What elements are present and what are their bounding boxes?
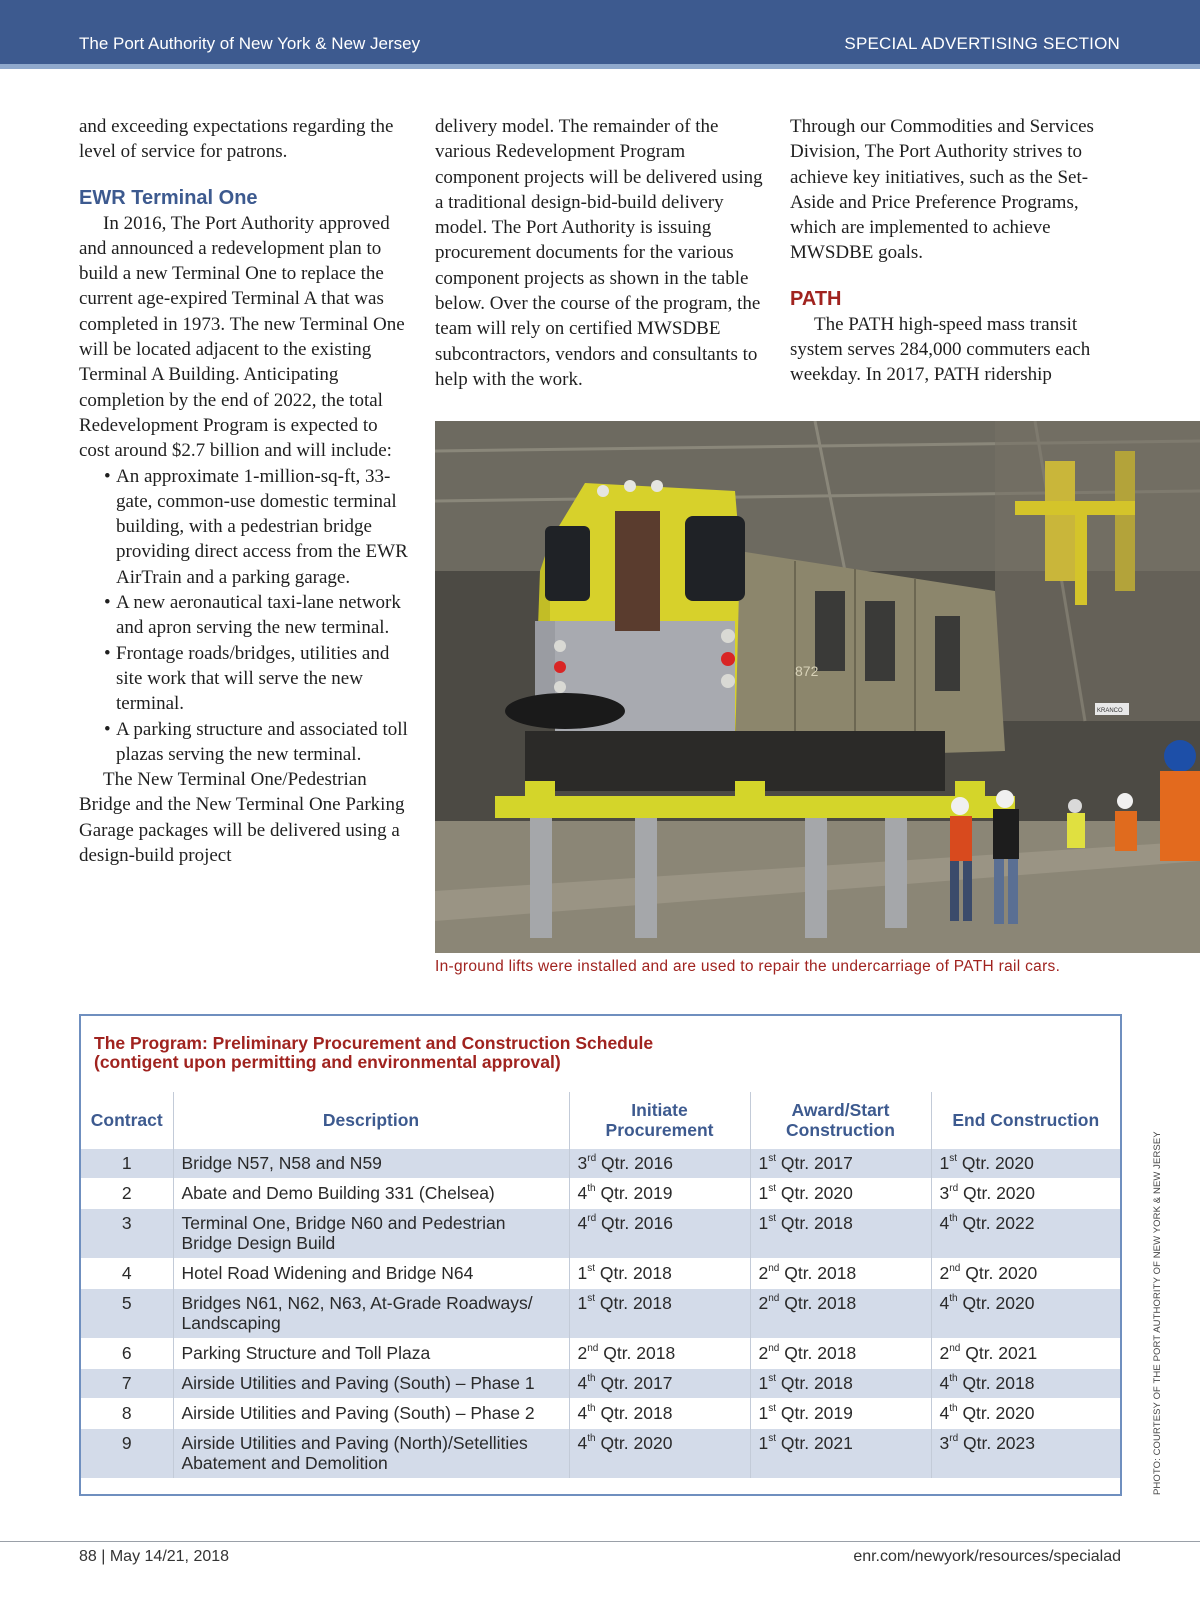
list-item: • An approximate 1-million-sq-ft, 33-gate, common-use domestic terminal building, with a pedestrian bridge providing direct access from the EWR AirTrain and a parking garage. xyxy=(104,464,409,590)
description-cell: Hotel Road Widening and Bridge N64 xyxy=(173,1259,569,1289)
table-row xyxy=(81,1399,1120,1429)
table-header-row xyxy=(81,1092,1120,1149)
list-item: • A new aeronautical taxi-lane network and apron serving the new terminal. xyxy=(104,590,409,641)
column-1 xyxy=(79,114,409,868)
intro-text: and exceeding expectations regarding the level of service for patrons. xyxy=(79,116,394,163)
ordinal-suffix: rd xyxy=(587,1213,597,1225)
ordinal-suffix: st xyxy=(768,1153,777,1165)
contract-cell: 4 xyxy=(81,1259,173,1289)
quarter-year: Qtr. 2018 xyxy=(779,1263,857,1283)
quarter-year: Qtr. 2020 xyxy=(958,1183,1035,1203)
quarter-year: Qtr. 2023 xyxy=(958,1433,1035,1453)
ordinal-suffix: nd xyxy=(768,1343,780,1355)
path-railcar-photo xyxy=(435,421,1200,953)
table-title xyxy=(94,1034,653,1072)
quarter-year: Qtr. 2019 xyxy=(776,1403,853,1423)
ordinal-suffix: st xyxy=(768,1183,777,1195)
ordinal-suffix: th xyxy=(949,1403,958,1415)
quarter-year: Qtr. 2019 xyxy=(595,1183,673,1203)
quarter-number: 2 xyxy=(939,1343,950,1363)
ordinal-suffix: nd xyxy=(768,1263,780,1275)
quarter-number: 1 xyxy=(577,1263,588,1283)
shop-sign: KRANCO xyxy=(1097,708,1123,714)
quarter-number: 4 xyxy=(939,1403,950,1423)
col-header-award: Award/Start Construction xyxy=(750,1092,931,1149)
ordinal-suffix: th xyxy=(587,1433,596,1445)
ordinal-suffix: st xyxy=(587,1293,596,1305)
contract-cell: 9 xyxy=(81,1429,173,1479)
col-header-contract: Contract xyxy=(90,1110,163,1130)
quarter-number: 4 xyxy=(577,1183,588,1203)
end-cell xyxy=(931,1289,1120,1339)
quarter-year: Qtr. 2018 xyxy=(595,1403,673,1423)
ordinal-suffix: st xyxy=(768,1373,777,1385)
initiate-cell xyxy=(569,1179,750,1209)
award-cell xyxy=(750,1179,931,1209)
header-divider xyxy=(0,64,1200,69)
quarter-number: 1 xyxy=(758,1183,769,1203)
quarter-year: Qtr. 2020 xyxy=(957,1403,1035,1423)
end-cell xyxy=(931,1179,1120,1209)
ordinal-suffix: nd xyxy=(768,1293,780,1305)
ordinal-suffix: rd xyxy=(949,1433,959,1445)
end-cell xyxy=(931,1369,1120,1399)
ordinal-suffix: th xyxy=(949,1373,958,1385)
quarter-number: 1 xyxy=(758,1433,769,1453)
quarter-number: 4 xyxy=(939,1213,950,1233)
table-row xyxy=(81,1149,1120,1179)
quarter-year: Qtr. 2016 xyxy=(596,1153,673,1173)
ordinal-suffix: th xyxy=(949,1293,958,1305)
quarter-year: Qtr. 2018 xyxy=(957,1373,1035,1393)
description-cell: Airside Utilities and Paving (South) – Phase 2 xyxy=(173,1399,569,1429)
quarter-number: 1 xyxy=(758,1373,769,1393)
ordinal-suffix: th xyxy=(949,1213,958,1225)
award-cell xyxy=(750,1339,931,1369)
footer-divider xyxy=(0,1541,1200,1542)
award-cell xyxy=(750,1289,931,1339)
quarter-year: Qtr. 2021 xyxy=(776,1433,853,1453)
quarter-year: Qtr. 2020 xyxy=(957,1293,1035,1313)
table-row xyxy=(81,1209,1120,1259)
description-cell: Bridges N61, N62, N63, At-Grade Roadways/ Landscaping xyxy=(173,1289,569,1339)
photo-caption: In-ground lifts were installed and are used to repair the undercarriage of PATH rail cars. xyxy=(435,958,1061,975)
quarter-number: 2 xyxy=(758,1343,769,1363)
end-cell xyxy=(931,1259,1120,1289)
publisher-title: The Port Authority of New York & New Jersey xyxy=(79,34,421,53)
contract-cell: 2 xyxy=(81,1179,173,1209)
initiate-cell xyxy=(569,1209,750,1259)
table-title-line: The Program: Preliminary Procurement and Construction Schedule xyxy=(94,1033,654,1053)
ordinal-suffix: st xyxy=(768,1433,777,1445)
initiate-cell xyxy=(569,1149,750,1179)
initiate-cell xyxy=(569,1369,750,1399)
quarter-number: 1 xyxy=(577,1293,588,1313)
quarter-number: 2 xyxy=(939,1263,950,1283)
ordinal-suffix: nd xyxy=(587,1343,599,1355)
paragraph: The PATH high-speed mass transit system serves 284,000 commuters each weekday. In 2017, PATH ridership xyxy=(790,313,1091,386)
end-cell xyxy=(931,1209,1120,1259)
table-row xyxy=(81,1259,1120,1289)
initiate-cell xyxy=(569,1339,750,1369)
schedule-table xyxy=(81,1092,1120,1478)
end-cell xyxy=(931,1149,1120,1179)
quarter-number: 4 xyxy=(939,1293,950,1313)
quarter-year: Qtr. 2022 xyxy=(957,1213,1035,1233)
quarter-year: Qtr. 2020 xyxy=(776,1183,853,1203)
list-item: • Frontage roads/bridges, utilities and site work that will serve the new terminal. xyxy=(104,641,409,717)
col-header-description: Description xyxy=(173,1092,569,1149)
quarter-year: Qtr. 2017 xyxy=(776,1153,853,1173)
paragraph: The New Terminal One/Pedestrian Bridge and the New Terminal One Parking Garage packages will be delivered using a design-build project xyxy=(79,769,405,867)
quarter-year: Qtr. 2018 xyxy=(779,1293,857,1313)
end-cell xyxy=(931,1429,1120,1479)
bullet-list xyxy=(79,464,409,768)
ordinal-suffix: rd xyxy=(587,1153,597,1165)
award-cell xyxy=(750,1149,931,1179)
quarter-number: 3 xyxy=(939,1183,950,1203)
ordinal-suffix: rd xyxy=(949,1183,959,1195)
quarter-year: Qtr. 2018 xyxy=(598,1343,676,1363)
description-cell: Parking Structure and Toll Plaza xyxy=(173,1339,569,1369)
description-cell: Airside Utilities and Paving (North)/Setellities Abatement and Demolition xyxy=(173,1429,569,1479)
quarter-year: Qtr. 2018 xyxy=(595,1263,672,1283)
quarter-number: 4 xyxy=(577,1213,588,1233)
quarter-year: Qtr. 2020 xyxy=(960,1263,1038,1283)
quarter-number: 2 xyxy=(758,1293,769,1313)
ordinal-suffix: nd xyxy=(949,1343,961,1355)
column-2 xyxy=(435,114,765,392)
description-cell: Abate and Demo Building 331 (Chelsea) xyxy=(173,1179,569,1209)
quarter-number: 4 xyxy=(939,1373,950,1393)
ordinal-suffix: th xyxy=(587,1403,596,1415)
quarter-number: 2 xyxy=(577,1343,588,1363)
col-header-end: End Construction xyxy=(931,1092,1120,1149)
quarter-number: 1 xyxy=(758,1403,769,1423)
ordinal-suffix: st xyxy=(768,1213,777,1225)
ordinal-suffix: st xyxy=(768,1403,777,1415)
quarter-year: Qtr. 2016 xyxy=(596,1213,673,1233)
initiate-cell xyxy=(569,1399,750,1429)
initiate-cell xyxy=(569,1429,750,1479)
ordinal-suffix: st xyxy=(949,1153,958,1165)
quarter-number: 3 xyxy=(577,1153,588,1173)
ordinal-suffix: st xyxy=(587,1263,596,1275)
quarter-number: 1 xyxy=(758,1153,769,1173)
award-cell xyxy=(750,1369,931,1399)
column-3 xyxy=(790,114,1120,388)
photo-credit: PHOTO: COURTESY OF THE PORT AUTHORITY OF NEW YORK & NEW JERSEY xyxy=(1152,1131,1163,1495)
description-cell: Bridge N57, N58 and N59 xyxy=(173,1149,569,1179)
contract-cell: 3 xyxy=(81,1209,173,1259)
section-heading-ewr: EWR Terminal One xyxy=(79,186,258,209)
quarter-number: 4 xyxy=(577,1373,588,1393)
contract-cell: 5 xyxy=(81,1289,173,1339)
quarter-year: Qtr. 2021 xyxy=(960,1343,1038,1363)
ordinal-suffix: th xyxy=(587,1373,596,1385)
table-row xyxy=(81,1289,1120,1339)
ordinal-suffix: nd xyxy=(949,1263,961,1275)
list-item: • A parking structure and associated toll plazas serving the new terminal. xyxy=(104,717,409,768)
quarter-number: 3 xyxy=(939,1433,950,1453)
contract-cell: 1 xyxy=(81,1149,173,1179)
contract-cell: 8 xyxy=(81,1399,173,1429)
quarter-year: Qtr. 2018 xyxy=(595,1293,672,1313)
paragraph: In 2016, The Port Authority approved and announced a redevelopment plan to build a new Terminal One to replace the current age-expired Terminal A that was completed in 1973. The new Terminal One will be located adjacent to the existing Terminal A Building. Anticipating completion by the end of 2022, the total Redevelopment Program is expected to cost around $2.7 billion and will include: xyxy=(79,212,405,462)
table-row xyxy=(81,1339,1120,1369)
section-heading-path: PATH xyxy=(790,287,842,310)
quarter-year: Qtr. 2018 xyxy=(779,1343,857,1363)
table-row xyxy=(81,1179,1120,1209)
quarter-number: 1 xyxy=(939,1153,950,1173)
quarter-number: 4 xyxy=(577,1433,588,1453)
end-cell xyxy=(931,1399,1120,1429)
page-number-date: 88 | May 14/21, 2018 xyxy=(79,1548,230,1565)
col-header-initiate: Initiate Procurement xyxy=(569,1092,750,1149)
award-cell xyxy=(750,1399,931,1429)
contract-cell: 7 xyxy=(81,1369,173,1399)
section-label: SPECIAL ADVERTISING SECTION xyxy=(844,34,1120,53)
award-cell xyxy=(750,1259,931,1289)
award-cell xyxy=(750,1209,931,1259)
quarter-year: Qtr. 2018 xyxy=(776,1373,853,1393)
contract-cell: 6 xyxy=(81,1339,173,1369)
description-cell: Airside Utilities and Paving (South) – Phase 1 xyxy=(173,1369,569,1399)
quarter-year: Qtr. 2020 xyxy=(957,1153,1034,1173)
initiate-cell xyxy=(569,1289,750,1339)
table-row xyxy=(81,1369,1120,1399)
end-cell xyxy=(931,1339,1120,1369)
quarter-number: 2 xyxy=(758,1263,769,1283)
paragraph: delivery model. The remainder of the various Redevelopment Program component projects will be delivered using a traditional design-bid-build delivery model. The Port Authority is issuing procurement documents for the various component projects as shown in the table below. Over the course of the program, the team will rely on certified MWSDBE subcontractors, vendors and consultants to help with the work. xyxy=(435,116,763,390)
car-number: 872 xyxy=(795,663,819,679)
award-cell xyxy=(750,1429,931,1479)
schedule-table-box xyxy=(79,1014,1122,1496)
quarter-number: 4 xyxy=(577,1403,588,1423)
paragraph: Through our Commodities and Services Division, The Port Authority strives to achieve key initiatives, such as the Set-Aside and Price Preference Programs, which are implemented to achieve MWSDBE goals. xyxy=(790,116,1094,264)
quarter-year: Qtr. 2018 xyxy=(776,1213,853,1233)
quarter-year: Qtr. 2017 xyxy=(595,1373,673,1393)
initiate-cell xyxy=(569,1259,750,1289)
header-bar xyxy=(0,0,1200,64)
ordinal-suffix: th xyxy=(587,1183,596,1195)
description-cell: Terminal One, Bridge N60 and Pedestrian Bridge Design Build xyxy=(173,1209,569,1259)
quarter-number: 1 xyxy=(758,1213,769,1233)
footer-url: enr.com/newyork/resources/specialad xyxy=(853,1548,1121,1565)
quarter-year: Qtr. 2020 xyxy=(595,1433,673,1453)
table-row xyxy=(81,1429,1120,1479)
table-subtitle-line: (contigent upon permitting and environmental approval) xyxy=(94,1052,561,1072)
